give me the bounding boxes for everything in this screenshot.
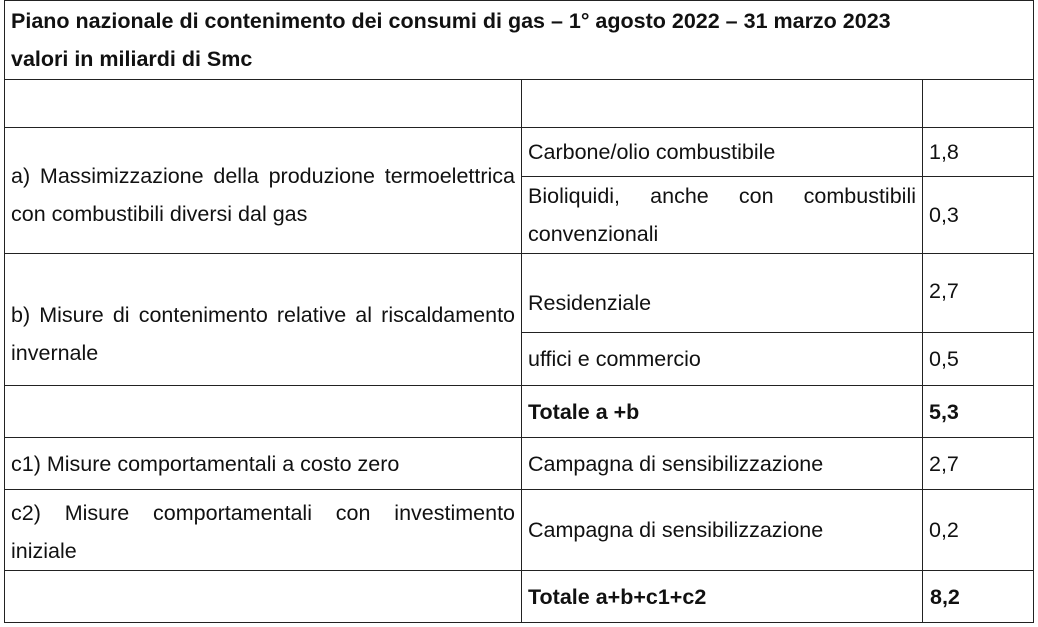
total-label: Totale a+b+c1+c2 <box>522 571 923 623</box>
title-line-2: valori in miliardi di Smc <box>11 47 253 71</box>
subtotal-row <box>5 386 1034 438</box>
item-name: Residenziale <box>522 254 923 333</box>
item-value: 0,2 <box>923 490 1034 571</box>
empty-cell <box>5 386 522 438</box>
item-name: uffici e commercio <box>522 333 923 386</box>
consumption-table <box>4 0 1034 623</box>
item-name: Campagna di sensibilizzazione <box>522 438 923 490</box>
measure-c2-label: c2) Misure comportamentali con investimento iniziale <box>5 490 522 571</box>
empty-cell <box>923 80 1034 128</box>
total-row <box>5 571 1034 623</box>
subtotal-label: Totale a +b <box>522 386 923 438</box>
empty-header-row <box>5 80 1034 128</box>
table-row <box>5 490 1034 571</box>
measure-a-label: a) Massimizzazione della produzione termoelettrica con combustibili diversi dal gas <box>5 128 522 254</box>
title-line-1: Piano nazionale di contenimento dei consumi di gas – 1° agosto 2022 – 31 marzo 2023 <box>11 9 891 33</box>
measure-c1-label: c1) Misure comportamentali a costo zero <box>5 438 522 490</box>
item-value: 2,7 <box>923 254 1034 333</box>
table-row <box>5 128 1034 177</box>
item-value: 2,7 <box>923 438 1034 490</box>
item-value: 0,3 <box>923 177 1034 254</box>
empty-cell <box>5 571 522 623</box>
total-value: 8,2 <box>923 571 1034 623</box>
title-row <box>5 1 1034 80</box>
item-name: Campagna di sensibilizzazione <box>522 490 923 571</box>
table-row <box>5 254 1034 333</box>
item-name: Carbone/olio combustibile <box>522 128 923 177</box>
item-value: 0,5 <box>923 333 1034 386</box>
table-title <box>5 1 1034 80</box>
item-value: 1,8 <box>923 128 1034 177</box>
empty-cell <box>5 80 522 128</box>
subtotal-value: 5,3 <box>923 386 1034 438</box>
measure-b-label: b) Misure di contenimento relative al riscaldamento invernale <box>5 254 522 386</box>
table-row <box>5 438 1034 490</box>
item-name: Bioliquidi, anche con combustibili convenzionali <box>522 177 923 254</box>
empty-cell <box>522 80 923 128</box>
